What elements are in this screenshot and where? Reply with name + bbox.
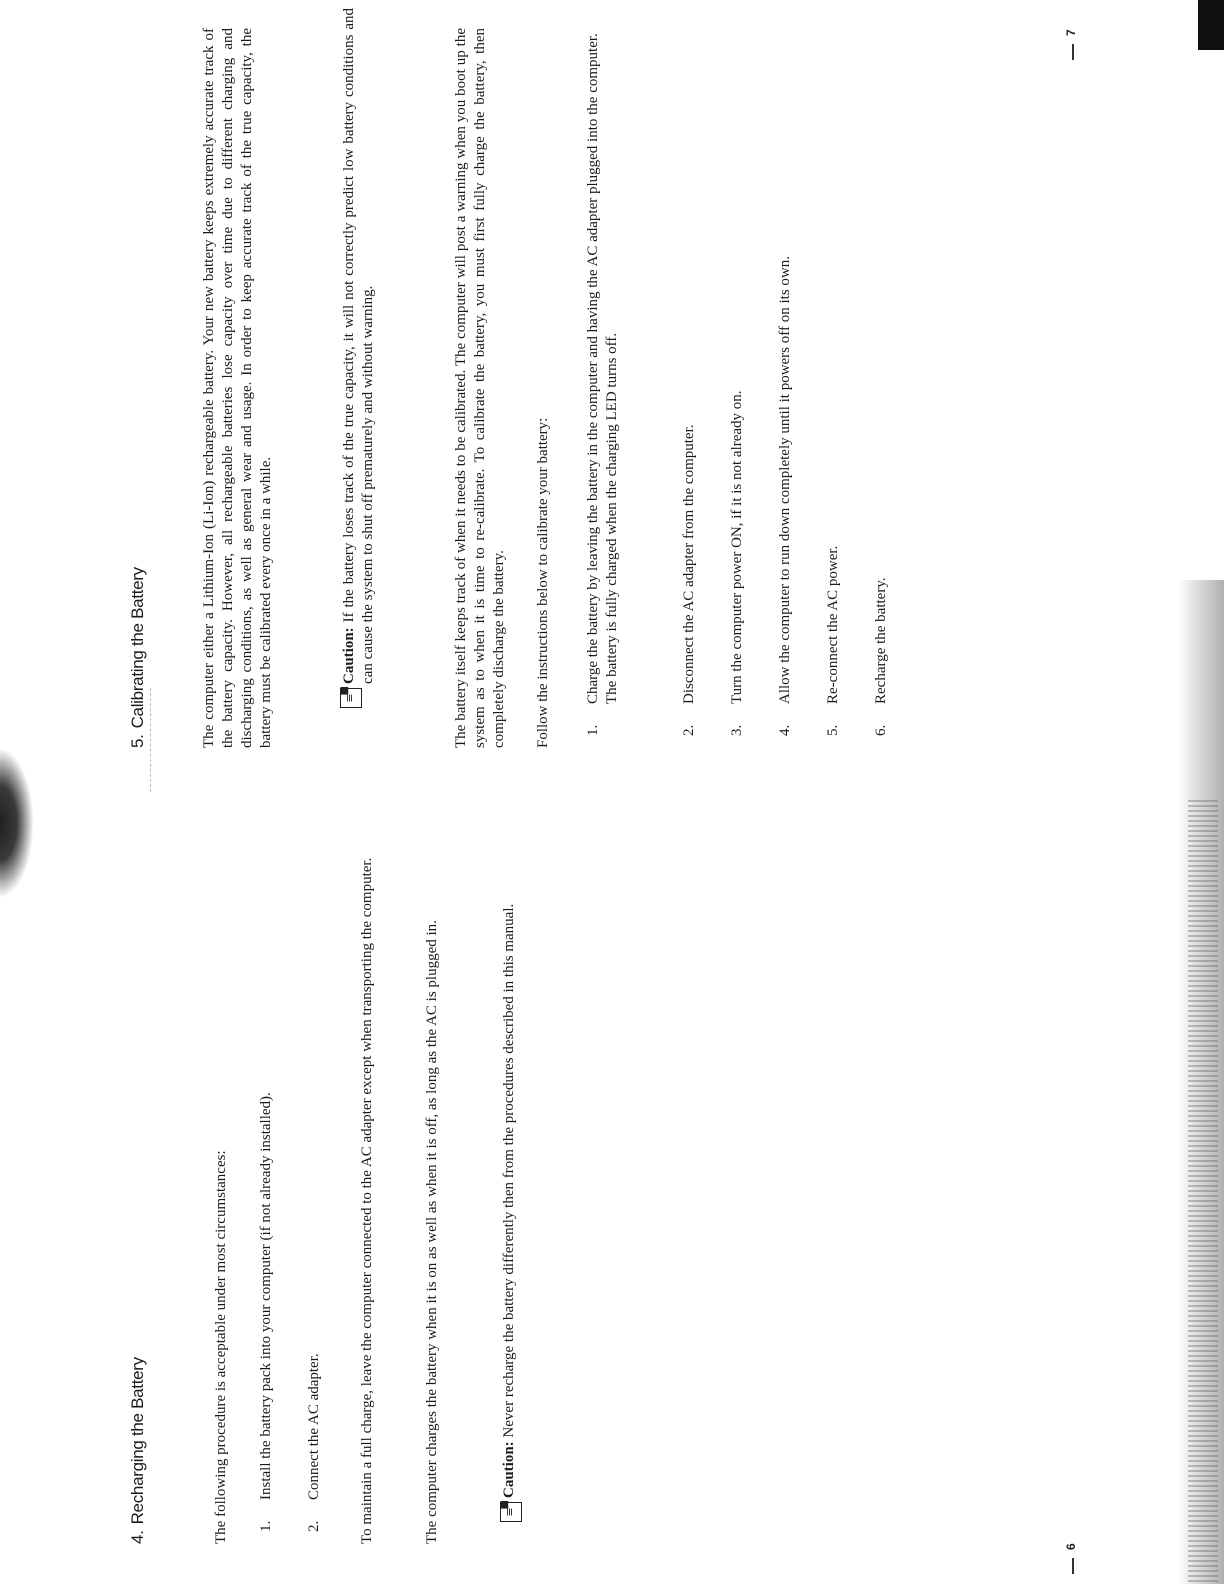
- caution-note-icon: ≡ ■: [500, 1502, 522, 1522]
- caution-note-icon: ≡ ■: [340, 688, 362, 708]
- list-number: 4.: [777, 724, 793, 736]
- list-item: [680, 24, 700, 736]
- list-number: 3.: [729, 724, 745, 736]
- binding-divider: [150, 688, 151, 792]
- list-number: 5.: [825, 724, 841, 736]
- list-number: 1.: [258, 1520, 274, 1532]
- right-page: [0, 8, 1224, 748]
- list-item: [776, 24, 796, 736]
- section-title: Calibrating the Battery: [128, 567, 147, 729]
- list-number: 2.: [681, 724, 697, 736]
- list-text: Turn the computer power ON, if it is not already on.: [729, 390, 745, 704]
- caution-label: Caution:: [341, 627, 357, 684]
- section-heading: [128, 1357, 148, 1544]
- section-heading: [128, 567, 148, 748]
- paragraph: The battery itself keeps track of when it needs to be calibrated. The computer will post a warning when you boot up the system as to when it is time to re-calibrate. To calibrate the battery, you must first fully charge the battery, then completely discharge the battery.: [453, 28, 507, 748]
- list-number: 2.: [306, 1520, 322, 1532]
- caution-label: Caution:: [501, 1441, 517, 1498]
- list-number: 1.: [585, 724, 601, 736]
- list-text: Charge the battery by leaving the battery in the computer and having the AC adapter plugged into the computer. The battery is fully charged when the charging LED turns off.: [585, 33, 620, 704]
- list-number: 6.: [873, 724, 889, 736]
- list-item: [872, 24, 892, 736]
- intro-text: The following procedure is acceptable under most circumstances:: [213, 1150, 229, 1544]
- paragraph: The computer charges the battery when it is on as well as when it is off, as long as the AC is plugged in.: [424, 920, 440, 1544]
- caution-note: [500, 822, 519, 1522]
- page-number: 7: [1064, 29, 1078, 36]
- list-text: Connect the AC adapter.: [306, 1353, 322, 1500]
- caution-note: [340, 8, 378, 708]
- section-number: 4.: [128, 1530, 147, 1544]
- list-item: [824, 24, 844, 736]
- list-item: [584, 24, 644, 736]
- paragraph: The computer either a Lithium-Ion (Li-Ion) rechargeable battery. Your new battery keeps extremely accurate track of the battery capacity. However, all rechargeable batteries lose capacity over time due to different charging and discharging conditions, as well as general wear and usage. In order to keep accurate track of the true capacity, the battery must be calibrated every once in a while.: [201, 28, 274, 748]
- list-text: Allow the computer to run down completely until it powers off on its own.: [777, 256, 793, 704]
- list-text: Disconnect the AC adapter from the computer.: [681, 424, 697, 704]
- section-title: Recharging the Battery: [128, 1357, 147, 1525]
- page-number: 6: [1064, 1543, 1078, 1550]
- intro-text: Follow the instructions below to calibrate your battery:: [535, 417, 551, 748]
- list-text: Re-connect the AC power.: [825, 545, 841, 704]
- left-page: [0, 784, 1224, 1550]
- caution-text: If the battery loses track of the true capacity, it will not correctly predict low battery conditions and can cause the system to shut off prematurely and without warning.: [341, 7, 376, 684]
- paragraph: To maintain a full charge, leave the computer connected to the AC adapter except when transporting the computer.: [359, 857, 375, 1544]
- list-item: [305, 812, 325, 1532]
- list-item: [257, 812, 277, 1532]
- list-item: [728, 24, 748, 736]
- caution-text: Never recharge the battery differently then from the procedures described in this manual.: [501, 903, 517, 1438]
- section-number: 5.: [128, 734, 147, 748]
- list-text: Install the battery pack into your computer (if not already installed).: [258, 1092, 274, 1500]
- list-text: Recharge the battery.: [873, 577, 889, 704]
